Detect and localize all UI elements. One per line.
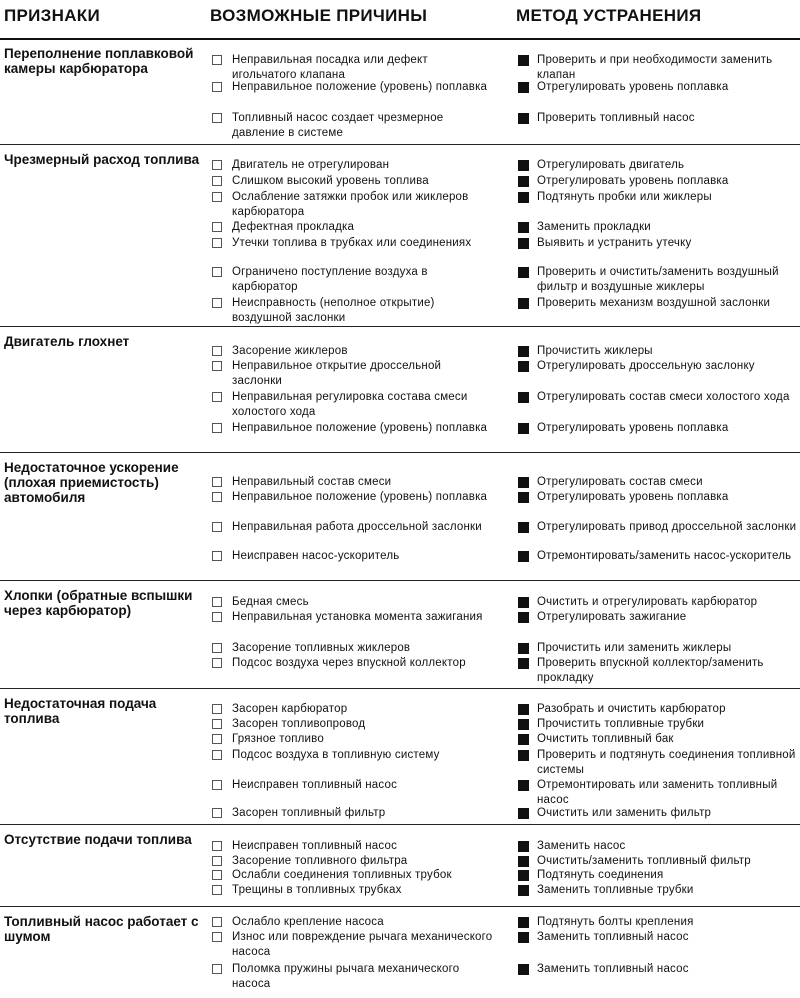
checkbox-icon [212,477,222,487]
checkbox-icon [212,964,222,974]
symptom-section [0,826,800,907]
cause-text: Неправильная работа дроссельной заслонки [232,521,482,533]
causes-header: ВОЗМОЖНЫЕ ПРИЧИНЫ [210,6,428,25]
remedy-text: Отремонтировать или заменить топливный насос [537,779,778,806]
bullet-square-icon [518,612,529,623]
cause-text: Неисправен топливный насос [232,840,398,852]
symptom-section [0,908,800,998]
bullet-square-icon [518,856,529,867]
remedy-text: Очистить или заменить фильтр [537,807,712,819]
cause-text: Топливный насос создает чрезмерное давление в системе [232,112,444,139]
cause-text: Износ или повреждение рычага механического насоса [232,931,493,958]
cause-text: Ограничено поступление воздуха в карбюратор [232,266,428,293]
checkbox-icon [212,704,222,714]
checkbox-icon [212,298,222,308]
bullet-square-icon [518,267,529,278]
remedy-text: Очистить/заменить топливный фильтр [537,855,751,867]
remedy-text: Отремонтировать/заменить насос-ускоритель [537,550,792,562]
bullet-square-icon [518,780,529,791]
remedy-text: Подтянуть пробки или жиклеры [537,191,712,203]
remedy-text: Очистить и отрегулировать карбюратор [537,596,758,608]
remedy-text: Отрегулировать состав смеси холостого хода [537,391,790,403]
cause-text: Ослабление затяжки пробок или жиклеров карбюратора [232,191,469,218]
bullet-square-icon [518,932,529,943]
checkbox-icon [212,361,222,371]
cause-text: Неисправен насос-ускоритель [232,550,400,562]
checkbox-icon [212,492,222,502]
bullet-square-icon [518,346,529,357]
bullet-square-icon [518,750,529,761]
bullet-square-icon [518,392,529,403]
checkbox-icon [212,643,222,653]
remedy-text: Отрегулировать зажигание [537,611,687,623]
checkbox-icon [212,160,222,170]
remedy-text: Прочистить или заменить жиклеры [537,642,732,654]
symptoms-header: ПРИЗНАКИ [4,6,100,25]
bullet-square-icon [518,643,529,654]
cause-text: Бедная смесь [232,596,309,608]
cause-text: Неправильное положение (уровень) поплавка [232,81,488,93]
bullet-square-icon [518,160,529,171]
bullet-square-icon [518,704,529,715]
checkbox-icon [212,885,222,895]
bullet-square-icon [518,361,529,372]
remedy-text: Отрегулировать состав смеси [537,476,703,488]
remedy-text: Проверить и очистить/заменить воздушный фильтр и воздушные жиклеры [537,266,779,293]
checkbox-icon [212,780,222,790]
cause-text: Засорение топливных жиклеров [232,642,411,654]
cause-text: Неправильная посадка или дефект игольчатого клапана [232,54,428,81]
checkbox-icon [212,597,222,607]
checkbox-icon [212,392,222,402]
checkbox-icon [212,176,222,186]
cause-text: Ослабли соединения топливных трубок [232,869,452,881]
checkbox-icon [212,870,222,880]
cause-text: Неисправность (неполное открытие) воздушной заслонки [232,297,435,324]
symptom-label: Переполнение поплавковой камеры карбюратора [4,46,194,76]
checkbox-icon [212,917,222,927]
remedy-text: Прочистить топливные трубки [537,718,705,730]
bullet-square-icon [518,176,529,187]
symptom-section [0,454,800,581]
remedy-text: Прочистить жиклеры [537,345,653,357]
remedy-text: Разобрать и очистить карбюратор [537,703,726,715]
bullet-square-icon [518,870,529,881]
bullet-square-icon [518,597,529,608]
bullet-square-icon [518,885,529,896]
checkbox-icon [212,551,222,561]
checkbox-icon [212,346,222,356]
cause-text: Грязное топливо [232,733,324,745]
remedy-text: Проверить и подтянуть соединения топливной системы [537,749,796,776]
bullet-square-icon [518,55,529,66]
cause-text: Неправильное положение (уровень) поплавка [232,422,488,434]
bullet-square-icon [518,808,529,819]
cause-text: Засорение жиклеров [232,345,348,357]
bullet-square-icon [518,238,529,249]
remedy-text: Очистить топливный бак [537,733,674,745]
remedy-text: Заменить топливный насос [537,963,689,975]
bullet-square-icon [518,113,529,124]
cause-text: Подсос воздуха через впускной коллектор [232,657,466,669]
cause-text: Двигатель не отрегулирован [232,159,390,171]
checkbox-icon [212,719,222,729]
table-header [0,0,800,40]
remedy-text: Заменить прокладки [537,221,651,233]
remedy-text: Проверить впускной коллектор/заменить прокладку [537,657,764,684]
remedy-text: Отрегулировать двигатель [537,159,685,171]
cause-text: Слишком высокий уровень топлива [232,175,429,187]
symptom-section [0,690,800,825]
cause-text: Неправильное открытие дроссельной заслонки [232,360,442,387]
cause-text: Утечки топлива в трубках или соединениях [232,237,472,249]
cause-text: Неправильное положение (уровень) поплавка [232,491,488,503]
remedy-text: Проверить топливный насос [537,112,695,124]
cause-text: Подсос воздуха в топливную систему [232,749,440,761]
remedy-text: Отрегулировать уровень поплавка [537,491,729,503]
remedy-text: Заменить насос [537,840,626,852]
remedy-text: Заменить топливные трубки [537,884,694,896]
remedy-text: Выявить и устранить утечку [537,237,692,249]
symptom-section [0,328,800,453]
remedy-text: Проверить механизм воздушной заслонки [537,297,771,309]
checkbox-icon [212,612,222,622]
symptom-label: Недостаточное ускорение (плохая приемистость) автомобиля [4,460,179,505]
checkbox-icon [212,522,222,532]
checkbox-icon [212,734,222,744]
checkbox-icon [212,841,222,851]
cause-text: Неправильный состав смеси [232,476,392,488]
checkbox-icon [212,113,222,123]
checkbox-icon [212,82,222,92]
symptom-label: Отсутствие подачи топлива [4,832,192,847]
bullet-square-icon [518,423,529,434]
checkbox-icon [212,856,222,866]
symptom-label: Недостаточная подача топлива [4,696,157,726]
bullet-square-icon [518,917,529,928]
remedy-text: Отрегулировать уровень поплавка [537,81,729,93]
checkbox-icon [212,192,222,202]
remedies-header: МЕТОД УСТРАНЕНИЯ [516,6,702,25]
cause-text: Трещины в топливных трубках [232,884,402,896]
remedy-text: Отрегулировать дроссельную заслонку [537,360,755,372]
checkbox-icon [212,222,222,232]
remedy-text: Отрегулировать уровень поплавка [537,175,729,187]
remedy-text: Подтянуть болты крепления [537,916,694,928]
symptom-section [0,582,800,689]
cause-text: Засорен топливный фильтр [232,807,386,819]
bullet-square-icon [518,719,529,730]
cause-text: Неправильная установка момента зажигания [232,611,483,623]
bullet-square-icon [518,492,529,503]
symptom-label: Топливный насос работает с шумом [4,914,199,944]
bullet-square-icon [518,477,529,488]
checkbox-icon [212,658,222,668]
cause-text: Дефектная прокладка [232,221,355,233]
symptom-label: Хлопки (обратные вспышки через карбюратор) [4,588,193,618]
cause-text: Неисправен топливный насос [232,779,398,791]
remedy-text: Отрегулировать уровень поплавка [537,422,729,434]
cause-text: Засорен топливопровод [232,718,366,730]
bullet-square-icon [518,522,529,533]
symptom-label: Чрезмерный расход топлива [4,152,200,167]
cause-text: Поломка пружины рычага механического насоса [232,963,460,990]
bullet-square-icon [518,192,529,203]
remedy-text: Подтянуть соединения [537,869,664,881]
cause-text: Неправильная регулировка состава смеси холостого хода [232,391,468,418]
symptom-section [0,146,800,327]
checkbox-icon [212,55,222,65]
checkbox-icon [212,932,222,942]
checkbox-icon [212,238,222,248]
cause-text: Ослабло крепление насоса [232,916,384,928]
bullet-square-icon [518,964,529,975]
checkbox-icon [212,808,222,818]
bullet-square-icon [518,658,529,669]
bullet-square-icon [518,298,529,309]
remedy-text: Заменить топливный насос [537,931,689,943]
bullet-square-icon [518,551,529,562]
cause-text: Засорен карбюратор [232,703,348,715]
bullet-square-icon [518,82,529,93]
checkbox-icon [212,423,222,433]
remedy-text: Отрегулировать привод дроссельной заслонки [537,521,797,533]
bullet-square-icon [518,734,529,745]
remedy-text: Проверить и при необходимости заменить клапан [537,54,773,81]
symptom-section [0,40,800,145]
checkbox-icon [212,750,222,760]
checkbox-icon [212,267,222,277]
bullet-square-icon [518,841,529,852]
bullet-square-icon [518,222,529,233]
cause-text: Засорение топливного фильтра [232,855,408,867]
symptom-label: Двигатель глохнет [4,334,130,349]
